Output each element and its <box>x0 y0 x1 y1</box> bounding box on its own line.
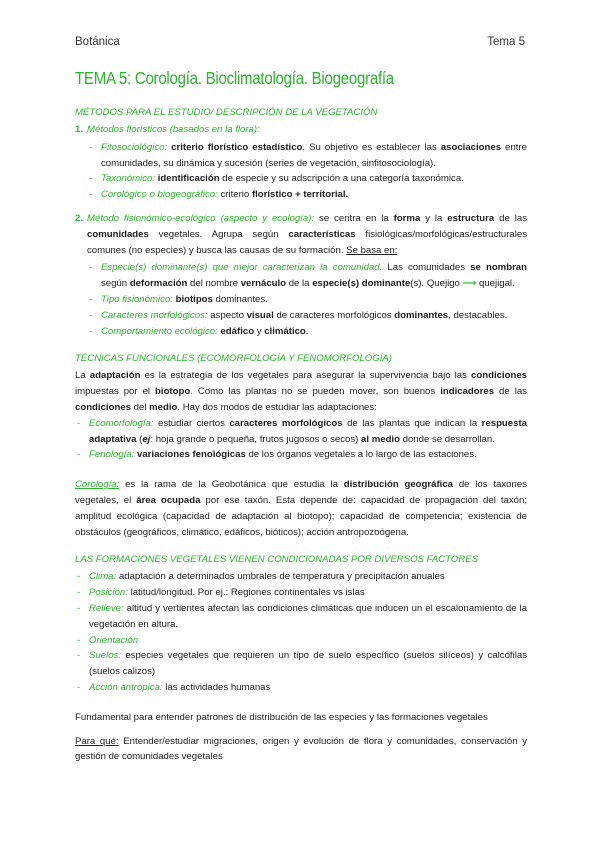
document-body <box>75 68 527 765</box>
list-item: - Comportamiento ecológico: edáfico y climático. <box>89 325 309 337</box>
method-label: Método fisionómico-ecológico (aspecto y ecología): <box>87 212 315 224</box>
method-floristic <box>75 122 527 138</box>
list-item: - Caracteres morfológicos: aspecto visual de caracteres morfológicos dominantes, destacables. <box>89 309 508 321</box>
title-prefix: TEMA 5: <box>75 68 131 88</box>
para-que-paragraph: Para qué: Entender/estudiar migraciones, origen y evolución de flora y comunidades, conservación y gestión de comunidades vegetales <box>75 735 527 763</box>
list-item: - Fenología: variaciones fenológicas de los órganos vegetales a lo largo de las estaciones. <box>77 449 477 461</box>
section-heading-techniques: TÉCNICAS FUNCIONALES (ECOMORFOLOGÍA Y FENOMORFOLOGÍA) <box>75 353 392 365</box>
method-number: 1. <box>75 124 84 135</box>
list-item: - Clima: adaptación a determinados umbrales de temperatura y precipitación anuales <box>77 571 445 583</box>
list-item: - Orientación <box>77 634 139 646</box>
adaptation-paragraph: La adaptación es la estrategia de los vegetales para asegurar la supervivencia bajo las condiciones impuestas por el biotopo. Como las plantas no se pueden mover, son buenos indicadores de las condiciones del medio. Hay dos modos de estudiar las adaptaciones: <box>75 370 528 413</box>
corologia-term: Corología: <box>75 479 120 491</box>
list-item: - Acción antrópica: las actividades humanas <box>77 681 271 693</box>
method-label: Métodos florísticos (basados en la flora): <box>87 124 260 135</box>
header-subject: Botánica <box>75 36 120 48</box>
title-rest: Corología. Bioclimatología. Biogeografía <box>130 68 394 88</box>
para-que-label: Para qué: <box>75 735 119 747</box>
method-number: 2. <box>75 212 84 224</box>
list-item: - Posición: latitud/longitud. Por ej.: Regiones continentales vs islas <box>77 587 365 599</box>
method-physiognomic: 2. Método fisionómico-ecológico (aspecto y ecología): se centra en la forma y la estructura de las comunidades vegetales. Agrupa según características fisiológicas/morfológicas/estructurales comunes (no especies) y busca las causas de su formación. Se basa en: <box>75 211 527 258</box>
section-heading-methods: MÉTODOS PARA EL ESTUDIO/ DESCRIPCIÓN DE LA VEGETACIÓN <box>75 107 378 118</box>
arrow-right-icon: ⟶ <box>462 278 477 290</box>
page-title <box>75 68 464 89</box>
list-item: - Fitosociológico: criterio florístico estadístico. Su objetivo es establecer las asociaciones entre comunidades, su dinámica y sucesión (series de vegetación, sinfitosociología). <box>89 141 527 169</box>
list-item: - Corológico o biogeográfico: criterio florístico + territorial. <box>89 189 349 201</box>
list-item: - Ecomorfología: estudiar ciertos caracteres morfológicos de las plantas que indican la respuesta adaptativa (ej: hoja grande o pequeña, frutos jugosos o secos) al medio donde se desarrollan. <box>77 417 527 445</box>
list-item: - Relieve: altitud y vertientes afectan las condiciones climáticas que inducen un el escalonamiento de la vegetación en altura. <box>77 602 527 630</box>
corologia-paragraph: Corología: es la rama de la Geobotánica que estudia la distribución geográfica de los taxones vegetales, el área ocupada por ese taxón. Esta depende de: capacidad de propagación del taxón; amplitud ecológica (capacidad de adaptación al biotopo); capacidad de competencia; existencia de obstáculos (geográficos, climático, edáficos, bióticos); acción antropozoógena. <box>75 479 527 538</box>
fundamental-paragraph: Fundamental para entender patrones de distribución de las especies y las formaciones vegetales <box>75 711 488 723</box>
header-topic: Tema 5 <box>487 36 525 48</box>
list-item: - Tipo fisionómico: biotipos dominantes. <box>89 293 268 305</box>
list-item: - Especie(s) dominante(s) que mejor caracterizan la comunidad. Las comunidades se nombran según deformación del nombre vernáculo de la especie(s) dominante(s). Quejigo ⟶ quejigal. <box>89 262 527 290</box>
list-item: - Suelos: especies vegetales que requieren un tipo de suelo específico (suelos silíceos) y calcófilas (suelos calizos) <box>77 650 527 678</box>
list-item: - Taxonómico: identificación de especie y su adscripción a una categoría taxonómica. <box>89 173 464 185</box>
section-heading-factors: LAS FORMACIONES VEGETALES VIENEN CONDICIONADAS POR DIVERSOS FACTORES <box>75 554 479 566</box>
